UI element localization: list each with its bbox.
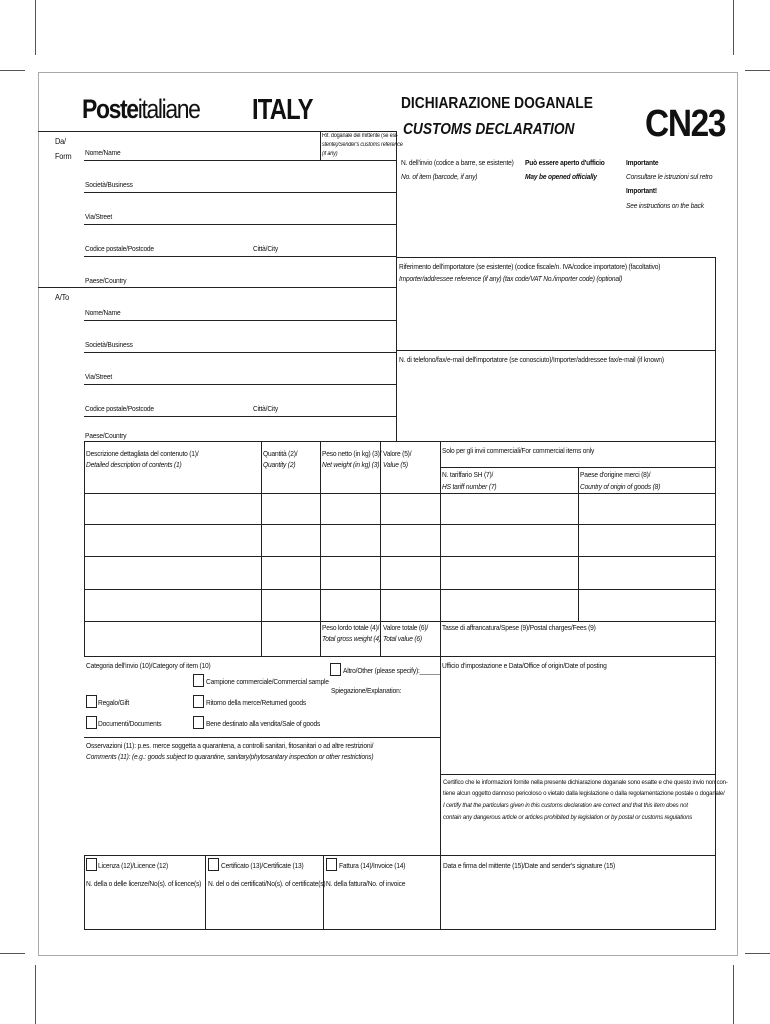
table-line — [440, 467, 716, 468]
comments-label-en: Comments (11): (e.g.: goods subject to quarantine, sanitary/phytosanitary inspection or other restrictions) — [86, 752, 374, 761]
net-weight-header: Peso netto (in kg) (3)/ — [322, 449, 382, 458]
important-label-en: Important! — [626, 186, 657, 195]
other-label: Altro/Other (please specify):______ — [343, 666, 441, 675]
table-border — [320, 441, 321, 656]
table-row[interactable] — [84, 524, 716, 525]
sender-business-label: Società/Business — [85, 180, 133, 189]
table-row[interactable] — [84, 493, 716, 494]
recipient-postcode-line[interactable] — [84, 416, 396, 417]
certificate-checkbox[interactable] — [208, 858, 219, 871]
table-top-line — [84, 441, 716, 442]
value-header: Valore (5)/ — [383, 449, 412, 458]
total-value-label-en: Total value (6) — [383, 634, 422, 643]
may-be-opened-label: Può essere aperto d'ufficio — [525, 158, 605, 167]
crop-mark — [0, 70, 25, 71]
category-title: Categoria dell'invio (10)/Category of item (10) — [86, 661, 211, 670]
certification-text: Certifico che le informazioni fornite nella presente dichiarazione doganale sono esatte e che questo invio non con- — [443, 779, 728, 786]
returned-goods-label: Ritorno della merce/Returned goods — [206, 698, 306, 707]
sender-name-label: Nome/Name — [85, 148, 121, 157]
origin-header: Paese d'origine merci (8)/ — [580, 470, 651, 479]
table-row — [84, 656, 716, 657]
table-row[interactable] — [84, 556, 716, 557]
divider — [205, 855, 206, 929]
recipient-label: A/To — [55, 293, 70, 302]
hs-tariff-header-en: HS tariff number (7) — [442, 482, 497, 491]
sender-ref: (if any) — [322, 151, 338, 157]
commercial-sample-checkbox[interactable] — [193, 674, 204, 687]
signature-label: Data e firma del mittente (15)/Date and sender's signature (15) — [443, 861, 615, 870]
gift-label: Regalo/Gift — [98, 698, 130, 707]
certification-text: tiene alcun oggetto dannoso pericoloso o vietato dalla legislazione o dalla regolamentazione postale o doganale/ — [443, 790, 725, 797]
divider — [715, 257, 716, 929]
description-header-en: Detailed description of contents (1) — [86, 460, 182, 469]
crop-mark — [745, 70, 770, 71]
important-label: Importante — [626, 158, 659, 167]
divider — [84, 737, 440, 738]
table-border — [380, 441, 381, 656]
divider — [396, 257, 716, 258]
postal-charges-label: Tasse di affrancatura/Spese (9)/Postal charges/Fees (9) — [442, 623, 596, 632]
item-number-label-en: No. of item (barcode, if any) — [401, 172, 478, 181]
sender-ref: Rif. doganale del mittente (se esi- — [322, 133, 398, 139]
logo-regular: italiane — [137, 94, 200, 124]
licence-number-label: N. della o delle licenze/No(s). of licence(s) — [86, 879, 202, 888]
sale-of-goods-checkbox[interactable] — [193, 716, 204, 729]
description-header: Descrizione dettagliata del contenuto (1)/ — [86, 449, 199, 458]
title-italian: DICHIARAZIONE DOGANALE — [401, 95, 593, 112]
instructions-label-en: See instructions on the back — [626, 201, 704, 210]
recipient-country-label: Paese/Country — [85, 431, 127, 440]
crop-mark — [35, 965, 36, 1024]
divider — [84, 855, 85, 929]
instructions-label: Consultare le istruzioni sul retro — [626, 172, 713, 181]
documents-label: Documenti/Documents — [98, 719, 162, 728]
divider — [440, 774, 716, 775]
quantity-header: Quantità (2)/ — [263, 449, 298, 458]
sender-label: Form — [55, 152, 72, 161]
invoice-checkbox[interactable] — [326, 858, 337, 871]
table-row[interactable] — [84, 589, 716, 590]
logo-bold: Poste — [82, 94, 138, 124]
hs-tariff-header: N. tariffario SH (7)/ — [442, 470, 494, 479]
certificate-number-label: N. del o dei certificati/No(s). of certificate(s) — [208, 879, 326, 888]
recipient-street-label: Via/Street — [85, 372, 113, 381]
divider — [84, 855, 716, 856]
sender-postcode-label: Codice postale/Postcode — [85, 244, 154, 253]
invoice-label: Fattura (14)/Invoice (14) — [339, 861, 406, 870]
sale-of-goods-label: Bene destinato alla vendita/Sale of goods — [206, 719, 321, 728]
gift-checkbox[interactable] — [86, 695, 97, 708]
net-weight-header-en: Net weight (in kg) (3) — [322, 460, 380, 469]
crop-mark — [733, 965, 734, 1024]
title-english: CUSTOMS DECLARATION — [403, 121, 575, 138]
returned-goods-checkbox[interactable] — [193, 695, 204, 708]
recipient-postcode-label: Codice postale/Postcode — [85, 404, 154, 413]
sender-postcode-line[interactable] — [84, 256, 396, 257]
divider — [38, 131, 396, 132]
table-row[interactable] — [84, 621, 716, 622]
sender-country-label: Paese/Country — [85, 276, 127, 285]
crop-mark — [35, 0, 36, 55]
divider — [84, 929, 716, 930]
divider — [323, 855, 324, 929]
recipient-city-label: Città/City — [253, 404, 278, 413]
total-value-label: Valore totale (6)/ — [383, 623, 429, 632]
form-code: CN23 — [645, 103, 726, 145]
importer-reference-label: Riferimento dell'importatore (se esistente) (codice fiscale/n. IVA/codice importatore) (facoltativo) — [399, 262, 661, 271]
divider — [38, 287, 396, 288]
poste-italiane-logo — [82, 94, 200, 125]
recipient-business-line[interactable] — [84, 352, 396, 353]
recipient-business-label: Società/Business — [85, 340, 133, 349]
other-checkbox[interactable] — [330, 663, 341, 676]
table-border — [578, 467, 579, 622]
value-header-en: Value (5) — [383, 460, 408, 469]
importer-reference-label-en: Importer/addressee reference (if any) (tax code/VAT No./importer code) (optional) — [399, 274, 623, 283]
licence-checkbox[interactable] — [86, 858, 97, 871]
divider — [320, 131, 321, 161]
documents-checkbox[interactable] — [86, 716, 97, 729]
may-be-opened-label-en: May be opened officially — [525, 172, 597, 181]
sender-street-line[interactable] — [84, 224, 396, 225]
recipient-street-line[interactable] — [84, 384, 396, 385]
sender-street-label: Via/Street — [85, 212, 113, 221]
origin-header-en: Country of origin of goods (8) — [580, 482, 661, 491]
recipient-name-line[interactable] — [84, 320, 396, 321]
table-border — [84, 441, 85, 656]
quantity-header-en: Quantity (2) — [263, 460, 296, 469]
crop-mark — [0, 953, 25, 954]
explanation-label: Spiegazione/Explanation: — [331, 686, 402, 695]
gross-weight-label-en: Total gross weight (4) — [322, 634, 381, 643]
crop-mark — [733, 0, 734, 55]
country-title: ITALY — [252, 94, 313, 126]
sender-business-line[interactable] — [84, 192, 396, 193]
office-origin-label: Ufficio d'impostazione e Data/Office of origin/Date of posting — [442, 661, 607, 670]
importer-contact-label: N. di telefono/fax/e-mail dell'importatore (se conosciuto)/Importer/addressee fax/e-mail (if known) — [399, 355, 664, 364]
gross-weight-label: Peso lordo totale (4)/ — [322, 623, 380, 632]
sender-label: Da/ — [55, 137, 66, 146]
licence-label: Licenza (12)/Licence (12) — [98, 861, 169, 870]
item-number-label: N. dell'invio (codice a barre, se esistente) — [401, 158, 514, 167]
invoice-number-label: N. della fattura/No. of invoice — [326, 879, 406, 888]
crop-mark — [745, 953, 770, 954]
comments-label: Osservazioni (11): p.es. merce soggetta a quarantena, a controlli sanitari, fitosanitari o ad altre restrizioni/ — [86, 741, 374, 750]
commercial-only-header: Solo per gli invii commerciali/For commercial items only — [442, 446, 595, 455]
certification-text-en: I certify that the particulars given in this customs declaration are correct and that this item does not — [443, 802, 688, 809]
sender-ref: stente)/Sender's customs reference — [322, 142, 403, 148]
table-border — [261, 441, 262, 656]
divider — [396, 131, 397, 441]
divider — [396, 350, 716, 351]
certificate-label: Certificato (13)/Certificate (13) — [221, 861, 304, 870]
commercial-sample-label: Campione commerciale/Commercial sample — [206, 677, 329, 686]
recipient-name-label: Nome/Name — [85, 308, 121, 317]
sender-name-line[interactable] — [84, 160, 396, 161]
sender-city-label: Città/City — [253, 244, 278, 253]
certification-text-en: contain any dangerous article or articles prohibited by legislation or by postal or customs regulations — [443, 814, 693, 821]
